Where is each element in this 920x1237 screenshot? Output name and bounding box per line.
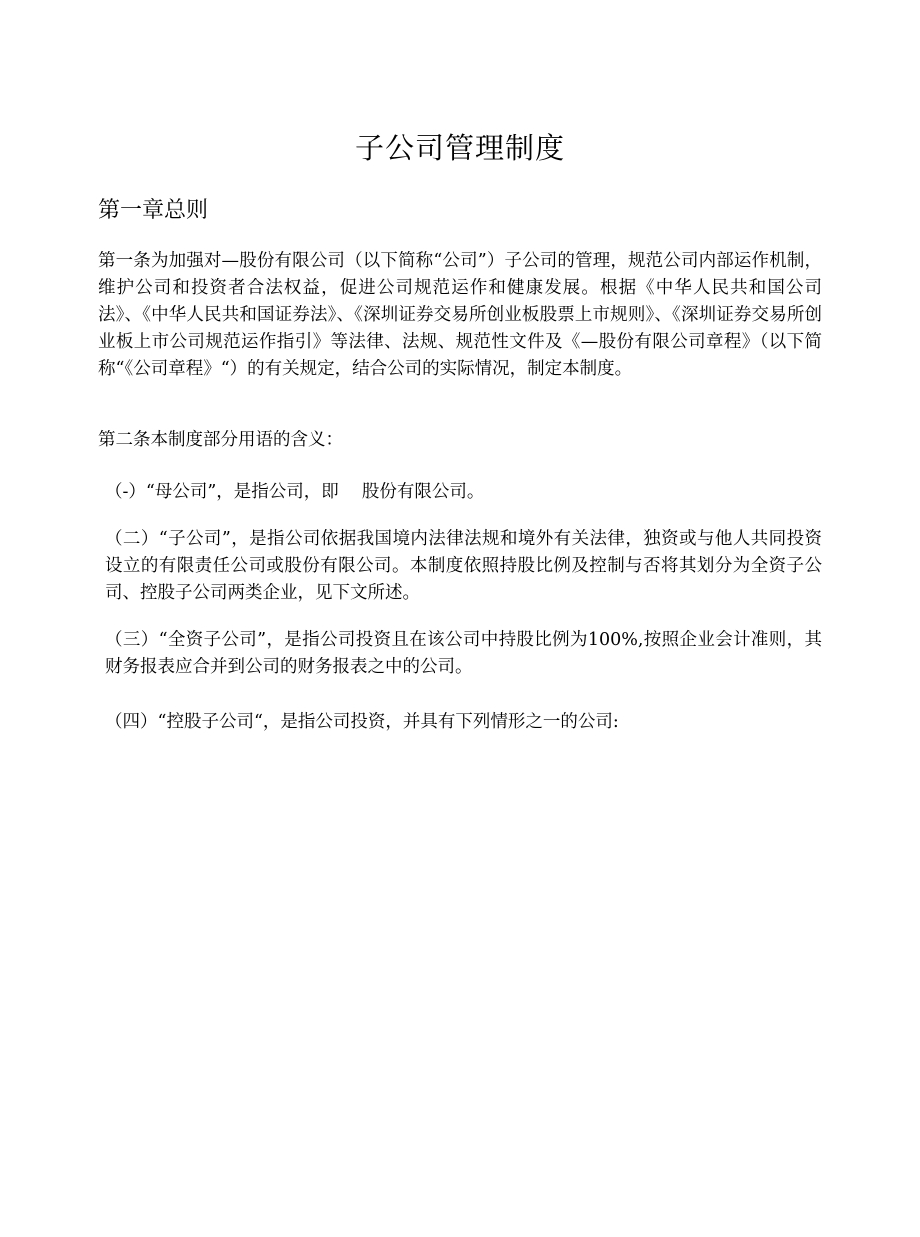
document-title: 子公司管理制度 bbox=[354, 131, 565, 165]
chapter-heading: 第一章总则 bbox=[98, 198, 209, 223]
definition-controlled-subsidiary: （四）“控股子公司“，是指公司投资，并具有下列情形之一的公司: bbox=[105, 712, 619, 732]
definition-parent-company: （-）“母公司”，是指公司，即 股份有限公司。 bbox=[105, 482, 485, 502]
definition-wholly-owned-subsidiary: （三）“全资子公司”，是指公司投资且在该公司中持股比例为100%,按照企业会计准则，其财务报表应合并到公司的财务报表之中的公司。 bbox=[105, 630, 822, 677]
definition-subsidiary: （二）“子公司”，是指公司依据我国境内法律法规和境外有关法律，独资或与他人共同投资设立的有限责任公司或股份有限公司。本制度依照持股比例及控制与否将其划分为全资子公司、控股子公司两类企业，见下文所述。 bbox=[105, 529, 822, 603]
article-2-paragraph: 第二条本制度部分用语的含义： bbox=[98, 430, 343, 450]
article-1-paragraph: 第一条为加强对—股份有限公司（以下简称“公司”）子公司的管理，规范公司内部运作机制，维护公司和投资者合法权益，促进公司规范运作和健康发展。根据《中华人民共和国公司法》、《中华人民共和国证券法》、《深圳证券交易所创业板股票上市规则》、《深圳证券交易所创业板上市公司规范运作指引》等法律、法规、规范性文件及《—股份有限公司章程》（以下简称“《公司章程》“）的有关规定，结合公司的实际情况，制定本制度。 bbox=[98, 251, 822, 379]
